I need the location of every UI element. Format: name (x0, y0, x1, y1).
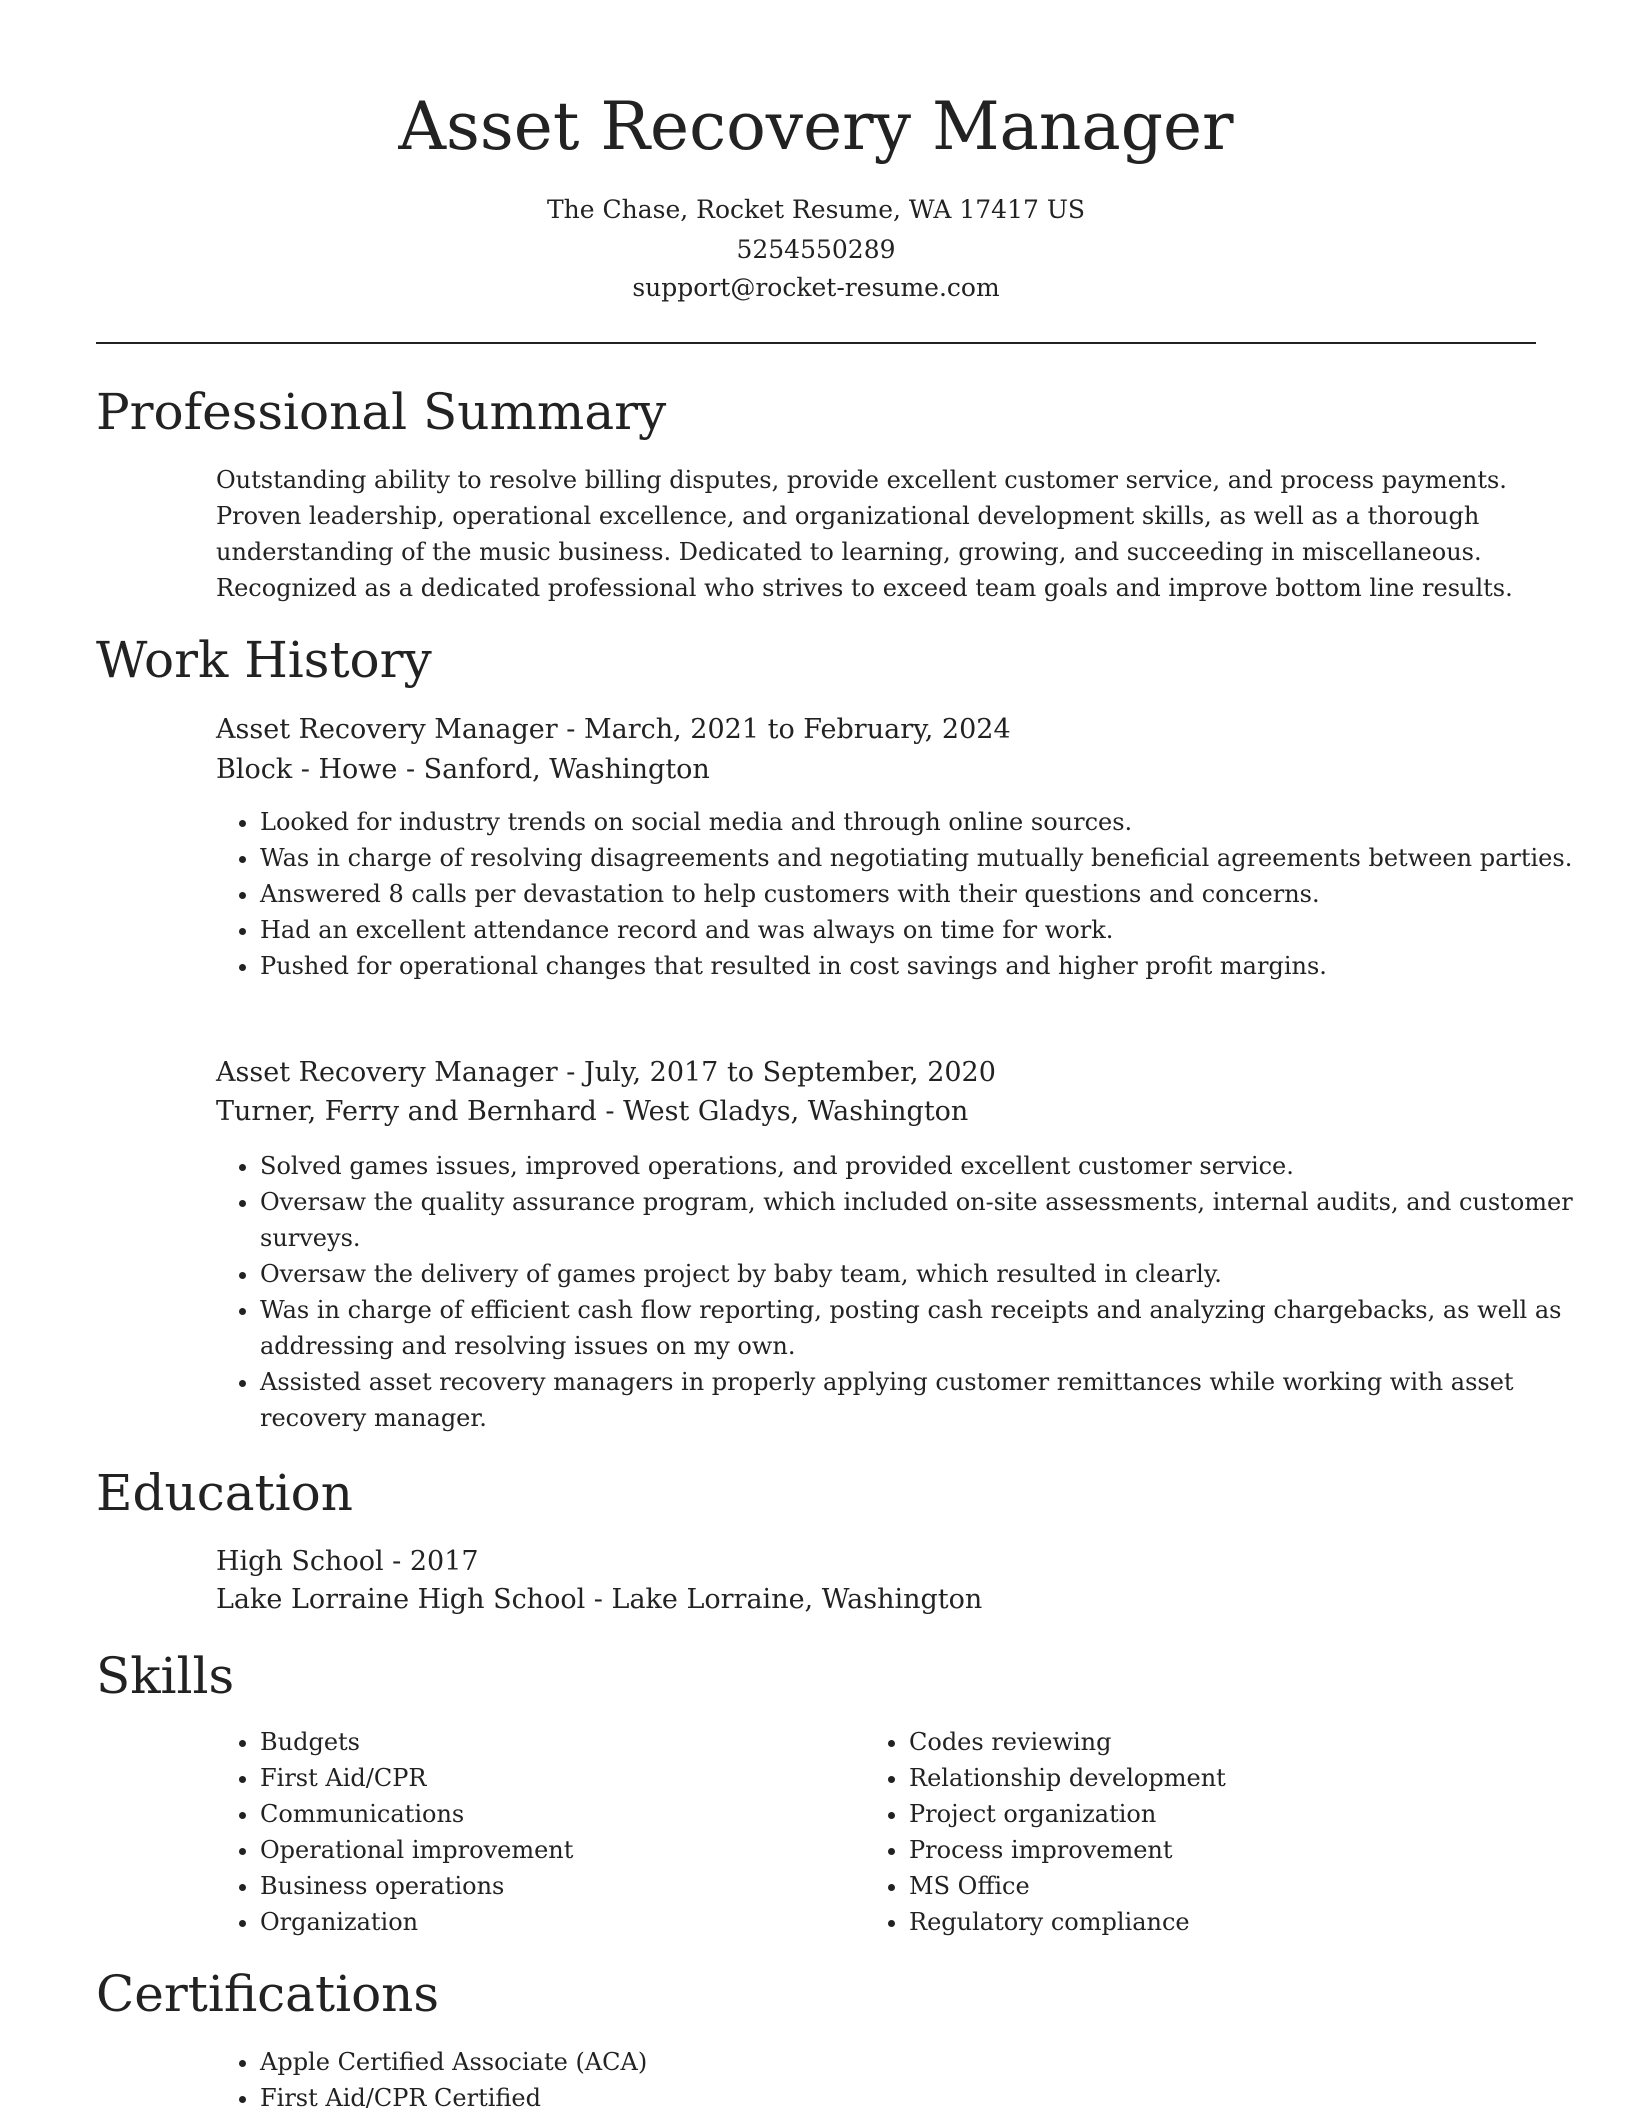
list-item: • Codes reviewing (909, 1724, 1469, 1760)
contact-address: The Chase, Rocket Resume, WA 17417 US (546, 195, 1086, 224)
job-bullets (216, 804, 1580, 984)
list-item: • Assisted asset recovery managers in properly applying customer remittances while working with asset recovery manager. (260, 1364, 1580, 1436)
section-title-education: Education (96, 1464, 353, 1522)
list-item: • Process improvement (909, 1832, 1469, 1868)
section-title-skills: Skills (96, 1647, 235, 1705)
section-title-certifications: Certifications (96, 1965, 440, 2023)
list-item: • MS Office (909, 1868, 1469, 1904)
list-item: • Pushed for operational changes that resulted in cost savings and higher profit margins. (260, 948, 1580, 984)
job-heading: Asset Recovery Manager - July, 2017 to September, 2020 (216, 1057, 996, 1088)
list-item: • Operational improvement (260, 1832, 820, 1868)
list-item: • Project organization (909, 1796, 1469, 1832)
list-item: • Organization (260, 1904, 820, 1940)
summary-text: Outstanding ability to resolve billing disputes, provide excellent customer service, and process payments. Proven leadership, operational excellence, and organizational development skills, as well as a thorough understanding of the music business. Dedicated to learning, growing, and succeeding in miscellaneous. Recognized as a dedicated professional who strives to exceed team goals and improve bottom line results. (216, 466, 1513, 602)
list-item: • Budgets (260, 1724, 820, 1760)
list-item: • Had an excellent attendance record and was always on time for work. (260, 912, 1580, 948)
contact-email: support@rocket-resume.com (632, 273, 1000, 302)
section-title-work-history: Work History (96, 631, 432, 689)
list-item: • Was in charge of resolving disagreements and negotiating mutually beneficial agreements between parties. (260, 840, 1580, 876)
list-item: • Relationship development (909, 1760, 1469, 1796)
list-item: • Solved games issues, improved operations, and provided excellent customer service. (260, 1148, 1580, 1184)
list-item: • Communications (260, 1796, 820, 1832)
skills-list-right (865, 1724, 1469, 1940)
list-item: • Answered 8 calls per devastation to help customers with their questions and concerns. (260, 876, 1580, 912)
list-item: • Was in charge of efficient cash flow reporting, posting cash receipts and analyzing chargebacks, as well as addressing and resolving issues on my own. (260, 1292, 1580, 1364)
resume-name: Asset Recovery Manager (398, 88, 1234, 165)
certifications-list (216, 2044, 1580, 2116)
job-company: Turner, Ferry and Bernhard - West Gladys, Washington (216, 1096, 969, 1127)
education-degree: High School - 2017 (216, 1546, 479, 1577)
job-heading: Asset Recovery Manager - March, 2021 to February, 2024 (216, 714, 1011, 745)
list-item: • First Aid/CPR (260, 1760, 820, 1796)
header-divider (96, 342, 1536, 344)
list-item: • First Aid/CPR Certified (260, 2080, 1580, 2116)
list-item: • Oversaw the delivery of games project by baby team, which resulted in clearly. (260, 1256, 1580, 1292)
section-title-summary: Professional Summary (96, 383, 667, 441)
job-company: Block - Howe - Sanford, Washington (216, 754, 710, 785)
education-school: Lake Lorraine High School - Lake Lorraine, Washington (216, 1584, 983, 1615)
list-item: • Regulatory compliance (909, 1904, 1469, 1940)
list-item: • Apple Certified Associate (ACA) (260, 2044, 1580, 2080)
list-item: • Looked for industry trends on social media and through online sources. (260, 804, 1580, 840)
contact-phone: 5254550289 (736, 235, 896, 264)
list-item: • Oversaw the quality assurance program, which included on-site assessments, internal audits, and customer surveys. (260, 1184, 1580, 1256)
job-bullets (216, 1148, 1580, 1436)
list-item: • Business operations (260, 1868, 820, 1904)
skills-list-left (216, 1724, 820, 1940)
